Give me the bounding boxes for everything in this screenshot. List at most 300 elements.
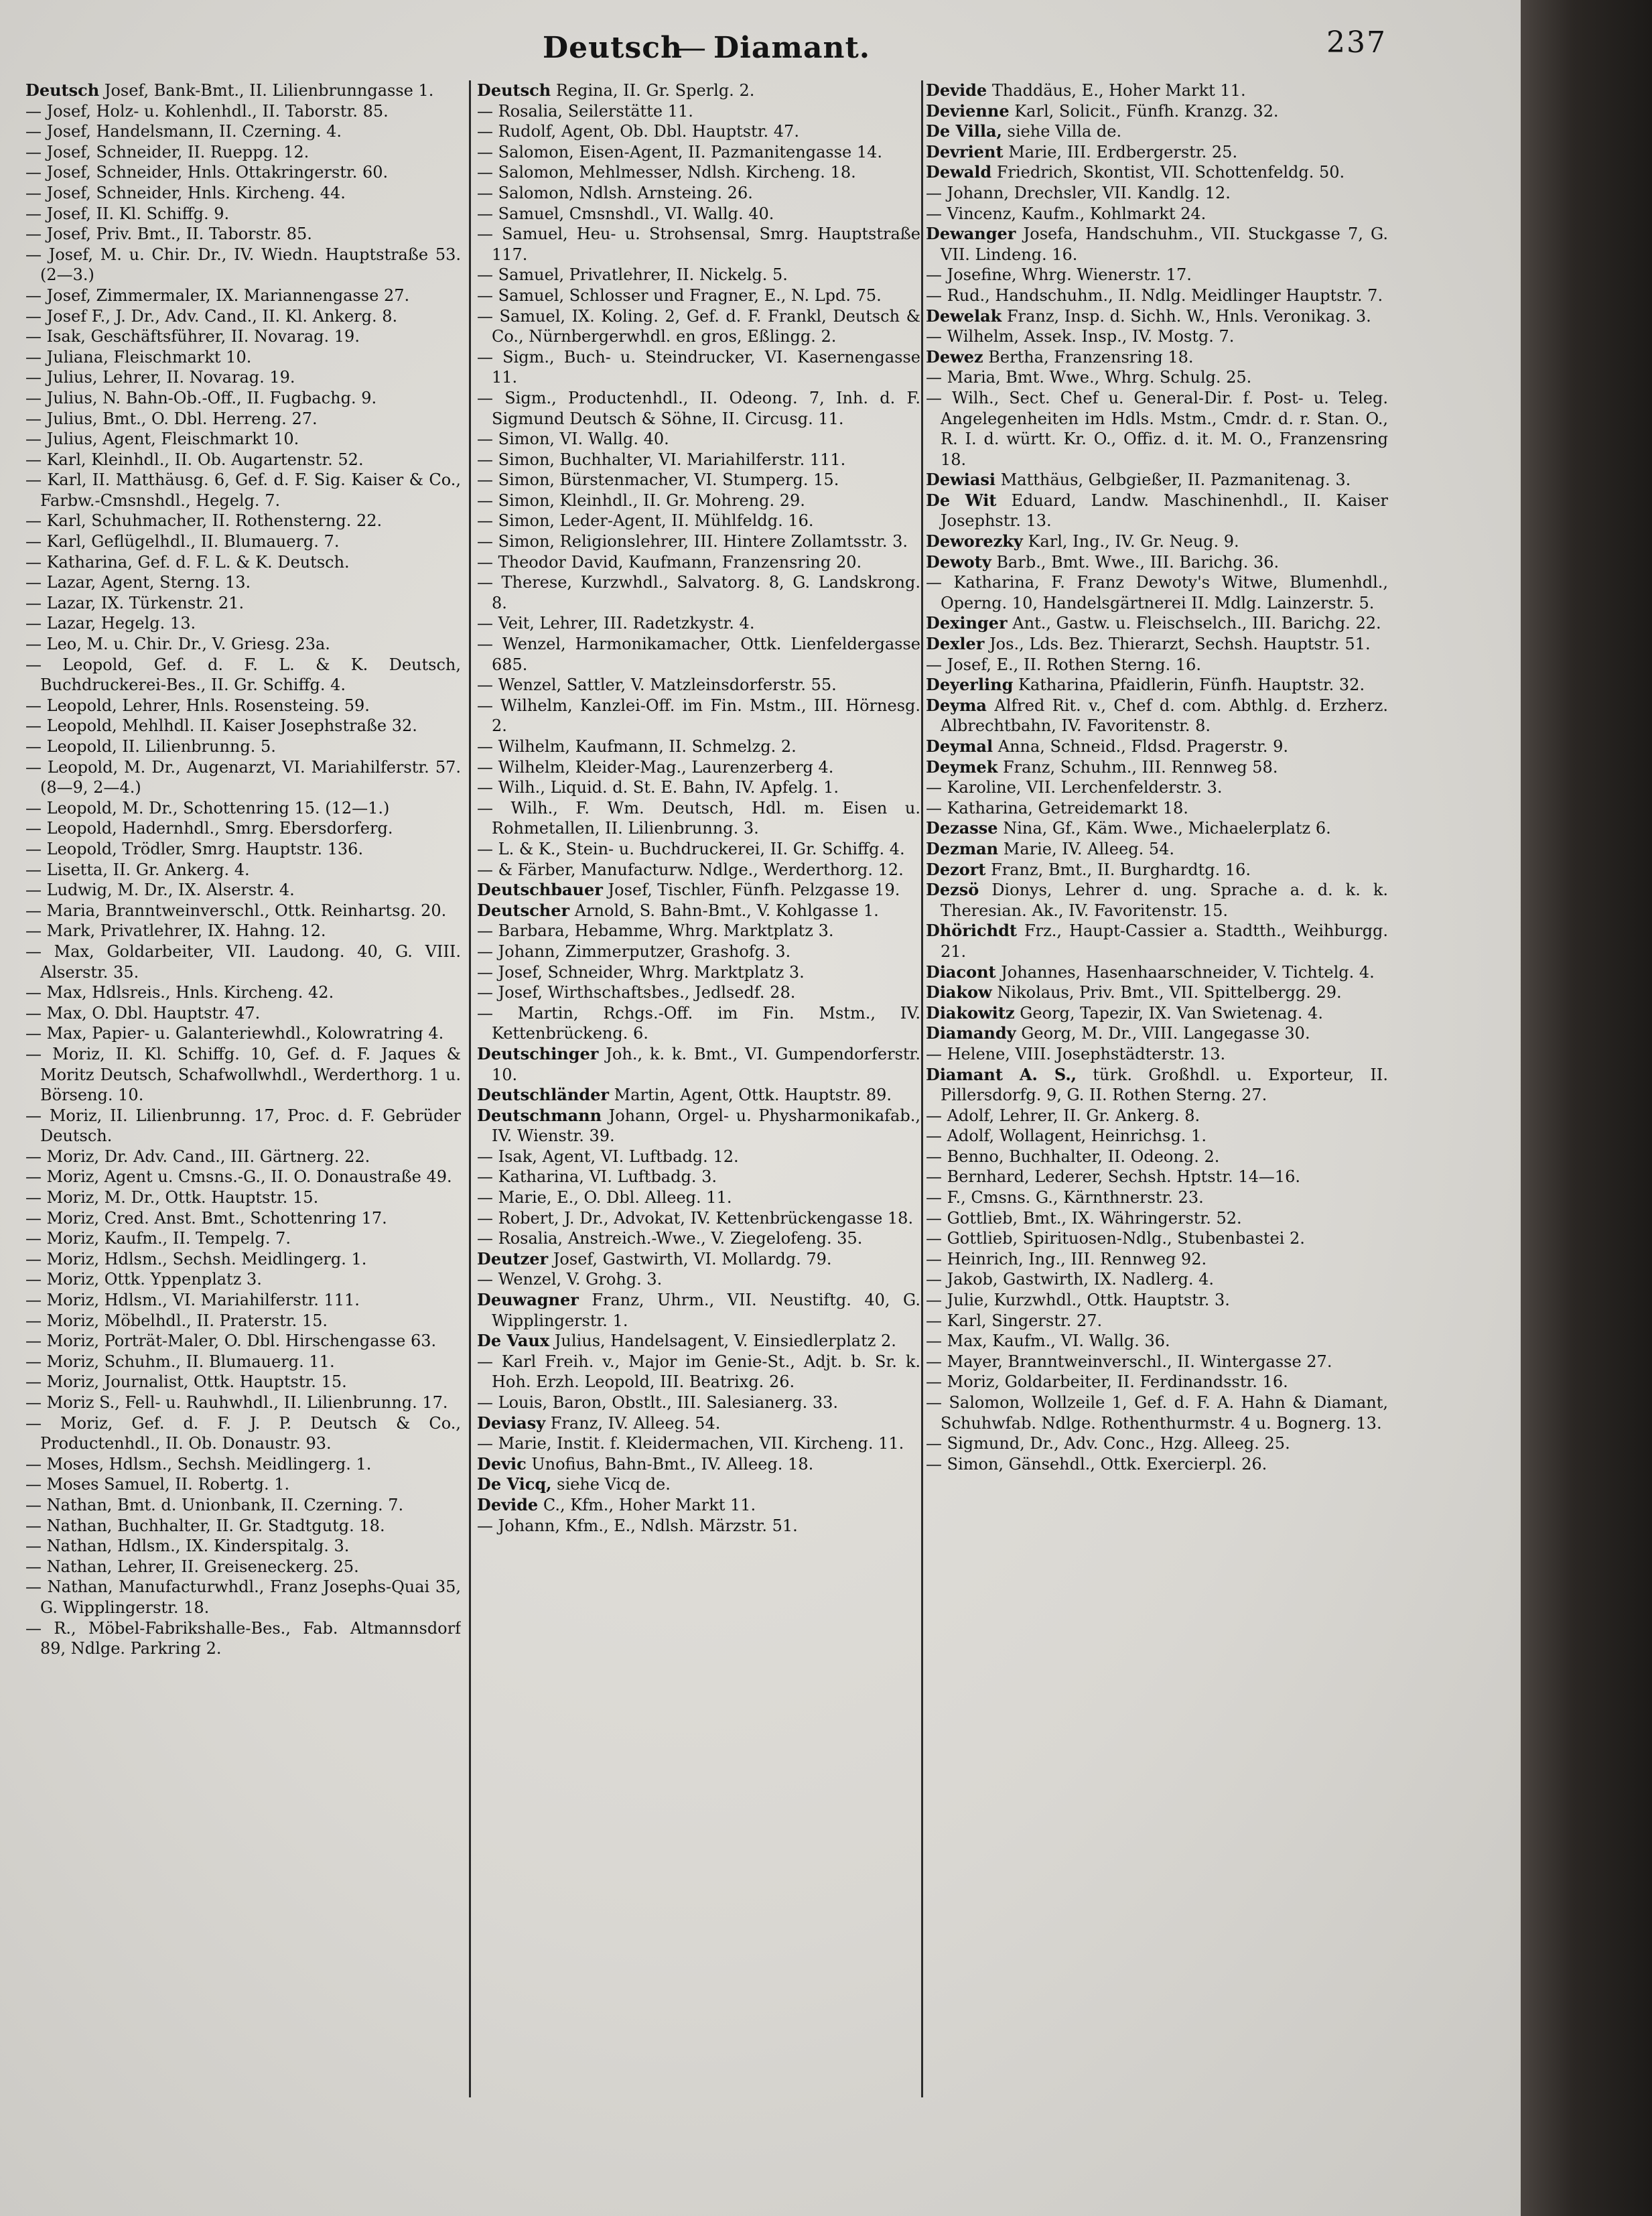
entry-details: — Leopold, Hadernhdl., Smrg. Ebersdorferg. (25, 819, 393, 838)
entry-details: — Johann, Kfm., E., Ndlsh. Märzstr. 51. (477, 1516, 798, 1535)
directory-entry (926, 818, 1388, 839)
entry-details: — Katharina, Getreidemarkt 18. (926, 798, 1188, 818)
entry-surname: Diacont (926, 962, 996, 982)
entry-details: — Gottlieb, Bmt., IX. Währingerstr. 52. (926, 1208, 1242, 1228)
column-2 (477, 80, 920, 2178)
directory-entry (25, 572, 461, 593)
entry-details: Friedrich, Skontist, VII. Schottenfeldg. 50. (996, 163, 1345, 182)
entry-details: — Josefine, Whrg. Wienerstr. 17. (926, 265, 1192, 285)
directory-entry (25, 1413, 461, 1454)
entry-details: Katharina, Pfaidlerin, Fünfh. Hauptstr. 32. (1018, 675, 1365, 695)
entry-details: — Moriz, Ottk. Yppenplatz 3. (25, 1270, 262, 1289)
entry-details: — Mark, Privatlehrer, IX. Hahng. 12. (25, 921, 326, 941)
directory-entry (477, 1187, 920, 1208)
entry-details: — Leopold, Lehrer, Hnls. Rosensteing. 59. (25, 696, 370, 715)
entry-details: — Josef, Schneider, Hnls. Ottakringerstr. 60. (25, 163, 389, 182)
directory-entry (477, 388, 920, 429)
directory-entry (926, 347, 1388, 368)
directory-entry (477, 1085, 920, 1106)
entry-details: — Helene, VIII. Josephstädterstr. 13. (926, 1044, 1226, 1063)
entry-details: Nina, Gf., Käm. Wwe., Michaelerplatz 6. (1003, 819, 1331, 838)
directory-entry (477, 1392, 920, 1413)
entry-details: — Josef, M. u. Chir. Dr., IV. Wiedn. Hauptstraße 53. (2—3.) (25, 245, 461, 285)
entry-surname: Deutschländer (477, 1085, 610, 1105)
entry-details: — Katharina, F. Franz Dewoty's Witwe, Blumenhdl., Operng. 10, Handelsgärtnerei II. Mdlg. Lainzerstr. 5. (926, 573, 1388, 612)
entry-details: — Josef, E., II. Rothen Sterng. 16. (926, 655, 1202, 674)
directory-entry (477, 1167, 920, 1187)
entry-details: Marie, III. Erdbergerstr. 25. (1008, 142, 1238, 161)
entry-details: — Josef, Holz- u. Kohlenhdl., II. Taborstr. 85. (25, 101, 389, 121)
directory-entry (25, 1249, 461, 1270)
directory-entry (25, 1106, 461, 1147)
entry-details: — Adolf, Lehrer, II. Gr. Ankerg. 8. (926, 1106, 1200, 1125)
directory-entry (926, 1433, 1388, 1454)
entry-details: — Lazar, Agent, Sterng. 13. (25, 573, 251, 592)
entry-surname: Deutschmann (477, 1105, 602, 1125)
entry-surname: Devienne (926, 101, 1010, 121)
entry-surname: Devic (477, 1453, 527, 1474)
directory-entry (25, 880, 461, 901)
directory-entry (926, 265, 1388, 285)
entry-details: — Moriz, Journalist, Ottk. Hauptstr. 15. (25, 1372, 347, 1392)
directory-entry (25, 1023, 461, 1044)
directory-entry (25, 716, 461, 736)
directory-entry (477, 1433, 920, 1454)
directory-entry (25, 409, 461, 430)
directory-entry (25, 1167, 461, 1187)
entry-details: — & Färber, Manufacturw. Ndlge., Werderthorg. 12. (477, 860, 904, 879)
directory-entry (25, 470, 461, 511)
directory-entry (926, 367, 1388, 388)
directory-entry (477, 1516, 920, 1537)
entry-details: Josefa, Handschuhm., VII. Stuckgasse 7, G. VII. Lindeng. 16. (941, 224, 1388, 264)
entry-surname: Devide (926, 80, 987, 100)
entry-details: — Katharina, Gef. d. F. L. & K. Deutsch. (25, 552, 350, 572)
directory-entry (25, 1372, 461, 1392)
entry-details: — Isak, Geschäftsführer, II. Novarag. 19. (25, 327, 360, 346)
entry-details: — Karl, Kleinhdl., II. Ob. Augartenstr. 52. (25, 450, 364, 469)
directory-entry (926, 1023, 1388, 1044)
directory-entry (477, 1413, 920, 1434)
entry-details: Unofius, Bahn-Bmt., IV. Alleeg. 18. (531, 1454, 814, 1474)
directory-entry (926, 1106, 1388, 1126)
entry-details: Josef, Tischler, Fünfh. Pelzgasse 19. (608, 881, 900, 900)
entry-details: Marie, IV. Alleeg. 54. (1003, 839, 1174, 858)
entry-details: — Moriz, Dr. Adv. Cand., III. Gärtnerg. 22. (25, 1147, 370, 1166)
directory-entry (926, 1147, 1388, 1167)
directory-entry (926, 1372, 1388, 1392)
entry-details: — Josef, Wirthschaftsbes., Jedlsedf. 28. (477, 983, 796, 1002)
entry-details: — Leopold, M. Dr., Augenarzt, VI. Mariahilferstr. 57. (8—9, 2—4.) (25, 757, 461, 797)
entry-details: — Julius, N. Bahn-Ob.-Off., II. Fugbachg. 9. (25, 388, 377, 407)
running-head-left: Deutsch (543, 31, 683, 65)
directory-entry (477, 613, 920, 634)
entry-surname: Dewald (926, 162, 992, 182)
directory-entry (926, 1187, 1388, 1208)
entry-details: Eduard, Landw. Maschinenhdl., II. Kaiser Josephstr. 13. (941, 491, 1388, 531)
entry-details: — Therese, Kurzwhdl., Salvatorg. 8, G. Landskrong. 8. (477, 573, 920, 612)
entry-surname: Devide (477, 1494, 539, 1514)
entry-details: C., Kfm., Hoher Markt 11. (543, 1495, 756, 1514)
entry-details: — Adolf, Wollagent, Heinrichsg. 1. (926, 1126, 1207, 1146)
directory-entry (477, 306, 920, 347)
entry-details: Franz, IV. Alleeg. 54. (550, 1413, 721, 1433)
directory-entry (25, 347, 461, 368)
entry-details: — Leo, M. u. Chir. Dr., V. Griesg. 23a. (25, 635, 330, 654)
directory-entry (926, 839, 1388, 860)
directory-entry (926, 470, 1388, 491)
entry-details: — Josef, Zimmermaler, IX. Mariannengasse 27. (25, 285, 410, 305)
directory-entry (477, 1454, 920, 1475)
directory-entry (25, 531, 461, 552)
entry-details: — Simon, Gänsehdl., Ottk. Exercierpl. 26. (926, 1454, 1267, 1474)
column-3 (926, 80, 1388, 2178)
directory-entry (926, 736, 1388, 757)
entry-surname: Deutschinger (477, 1043, 599, 1063)
directory-entry (926, 388, 1388, 470)
entry-details: — Barbara, Hebamme, Whrg. Marktplatz 3. (477, 921, 834, 941)
entry-details: — Wilhelm, Kaufmann, II. Schmelzg. 2. (477, 737, 797, 756)
entry-details: — Salomon, Eisen-Agent, II. Pazmanitengasse 14. (477, 142, 883, 161)
entry-details: Matthäus, Gelbgießer, II. Pazmanitenag. 3. (1000, 470, 1351, 490)
directory-entry (25, 1228, 461, 1249)
directory-entry (477, 1352, 920, 1392)
running-head-dash: — (677, 31, 706, 65)
entry-details: — Gottlieb, Spirituosen-Ndlg., Stubenbastei 2. (926, 1229, 1305, 1248)
entry-details: Karl, Solicit., Fünfh. Kranzg. 32. (1014, 101, 1279, 121)
directory-entry (477, 531, 920, 552)
directory-entry (25, 1003, 461, 1024)
entry-details: siehe Vicq de. (557, 1475, 671, 1494)
entry-details: — Louis, Baron, Obstlt., III. Salesianerg. 33. (477, 1393, 839, 1412)
entry-details: Regina, II. Gr. Sperlg. 2. (555, 81, 755, 100)
entry-surname: Dewoty (926, 551, 991, 572)
entry-details: Johannes, Hasenhaarschneider, V. Tichtelg. 4. (1001, 962, 1375, 982)
entry-details: — Samuel, Schlosser und Fragner, E., N. Lpd. 75. (477, 285, 882, 305)
directory-entry (926, 326, 1388, 347)
entry-surname: Diakow (926, 982, 992, 1002)
directory-entry (926, 1249, 1388, 1270)
directory-entry (477, 183, 920, 204)
entry-details: — Max, Papier- u. Galanteriewhdl., Kolowratring 4. (25, 1024, 444, 1043)
entry-details: Georg, Tapezir, IX. Van Swietenag. 4. (1020, 1003, 1323, 1023)
directory-entry (926, 962, 1388, 983)
directory-entry (926, 80, 1388, 101)
entry-details: — Moriz, M. Dr., Ottk. Hauptstr. 15. (25, 1188, 319, 1208)
directory-entry (477, 1249, 920, 1270)
column-rule-2 (921, 80, 923, 2097)
entry-details: — Leopold, Mehlhdl. II. Kaiser Josephstraße 32. (25, 716, 417, 736)
entry-details: — Marie, Instit. f. Kleidermachen, VII. Kircheng. 11. (477, 1434, 904, 1453)
entry-details: Bertha, Franzensring 18. (988, 347, 1194, 367)
directory-entry (477, 1495, 920, 1516)
entry-details: — Leopold, II. Lilienbrunng. 5. (25, 737, 276, 756)
entry-details: — Wilh., F. Wm. Deutsch, Hdl. m. Eisen u. Rohmetallen, II. Lilienbrunng. 3. (477, 798, 920, 838)
entry-details: — Nathan, Bmt. d. Unionbank, II. Czerning. 7. (25, 1495, 404, 1514)
directory-entry (477, 1290, 920, 1331)
entry-details: — Rud., Handschuhm., II. Ndlg. Meidlinger Hauptstr. 7. (926, 285, 1383, 305)
directory-entry (477, 429, 920, 450)
directory-entry (25, 367, 461, 388)
directory-entry (477, 634, 920, 675)
entry-details: — F., Cmsns. G., Kärnthnerstr. 23. (926, 1188, 1204, 1208)
entry-details: — Moriz, Schuhm., II. Blumauerg. 11. (25, 1352, 335, 1371)
directory-entry (926, 531, 1388, 552)
entry-surname: Dexinger (926, 613, 1008, 633)
entry-surname: Deutschbauer (477, 880, 603, 900)
directory-entry (25, 757, 461, 798)
directory-entry (926, 798, 1388, 819)
entry-details: Julius, Handelsagent, V. Einsiedlerplatz 2. (554, 1331, 896, 1351)
entry-details: — Julius, Agent, Fleischmarkt 10. (25, 430, 299, 449)
entry-details: — Sigm., Productenhdl., II. Odeong. 7, Inh. d. F. Sigmund Deutsch & Söhne, II. Circusg. 11. (477, 388, 920, 428)
directory-entry (477, 901, 920, 921)
directory-entry (926, 634, 1388, 655)
directory-entry (926, 306, 1388, 327)
directory-entry (926, 1290, 1388, 1311)
entry-details: — Moriz, Porträt-Maler, O. Dbl. Hirschengasse 63. (25, 1331, 437, 1351)
entry-details: — Moriz, Goldarbeiter, II. Ferdinandsstr. 16. (926, 1372, 1288, 1392)
entry-details: — Johann, Zimmerputzer, Grashofg. 3. (477, 941, 791, 961)
directory-entry (477, 80, 920, 101)
entry-details: — Leopold, Trödler, Smrg. Hauptstr. 136. (25, 839, 364, 858)
entry-details: Franz, Insp. d. Sichh. W., Hnls. Veronikag. 3. (1006, 306, 1371, 326)
directory-entry (25, 655, 461, 696)
entry-details: — Juliana, Fleischmarkt 10. (25, 347, 252, 367)
entry-surname: Deutsch (477, 80, 551, 100)
entry-surname: Deyma (926, 695, 987, 715)
directory-entry (477, 675, 920, 696)
directory-entry (25, 1311, 461, 1331)
directory-entry (926, 162, 1388, 183)
directory-entry (926, 921, 1388, 962)
entry-details: Jos., Lds. Bez. Thierarzt, Sechsh. Hauptstr. 51. (989, 635, 1371, 654)
entry-details: — L. & K., Stein- u. Buchdruckerei, II. Gr. Schiffg. 4. (477, 839, 905, 858)
entry-details: — Lisetta, II. Gr. Ankerg. 4. (25, 860, 250, 879)
entry-details: — Samuel, Cmsnshdl., VI. Wallg. 40. (477, 204, 774, 223)
entry-details: — Karl Freih. v., Major im Genie-St., Adjt. b. Sr. k. Hoh. Erzh. Leopold, III. Beatrixg. 26. (477, 1352, 920, 1392)
directory-entry (25, 285, 461, 306)
directory-entry (477, 265, 920, 285)
directory-entry (477, 941, 920, 962)
entry-details: — Josef, Schneider, II. Rueppg. 12. (25, 142, 309, 161)
directory-entry (926, 572, 1388, 613)
entry-surname: Deymal (926, 736, 993, 756)
entry-details: — Josef, Schneider, Hnls. Kircheng. 44. (25, 183, 346, 202)
entry-details: — Samuel, IX. Koling. 2, Gef. d. F. Frankl, Deutsch & Co., Nürnbergerwhdl. en gros, Eßlingg. 2. (477, 306, 920, 346)
directory-entry (926, 101, 1388, 122)
entry-details: — Katharina, VI. Luftbadg. 3. (477, 1167, 717, 1187)
entry-details: — Lazar, Hegelg. 13. (25, 614, 196, 633)
entry-details: — Vincenz, Kaufm., Kohlmarkt 24. (926, 204, 1207, 223)
entry-details: — Moriz, Gef. d. F. J. P. Deutsch & Co., Productenhdl., II. Ob. Donaustr. 93. (25, 1413, 461, 1453)
directory-entry (25, 245, 461, 285)
directory-entry (926, 491, 1388, 531)
directory-entry (25, 224, 461, 245)
entry-details: — Samuel, Heu- u. Strohsensal, Smrg. Hauptstraße 117. (477, 224, 920, 264)
entry-details: — Karl, II. Matthäusg. 6, Gef. d. F. Sig. Kaiser & Co., Farbw.-Cmsnshdl., Hegelg. 7. (25, 470, 461, 510)
directory-entry (926, 1311, 1388, 1331)
entry-details: — Nathan, Manufacturwhdl., Franz Josephs-Quai 35, G. Wipplingerstr. 18. (25, 1577, 461, 1617)
directory-entry (926, 1065, 1388, 1106)
entry-details: — Julie, Kurzwhdl., Ottk. Hauptstr. 3. (926, 1291, 1230, 1310)
directory-entry (477, 1147, 920, 1167)
entry-details: — Wilhelm, Kanzlei-Off. im Fin. Mstm., III. Hörnesg. 2. (477, 696, 920, 736)
directory-entry (477, 121, 920, 142)
entry-details: Frz., Haupt-Cassier a. Stadtth., Weihburgg. 21. (941, 921, 1388, 961)
directory-entry (25, 1290, 461, 1311)
directory-entry (25, 839, 461, 860)
entry-details: — Julius, Lehrer, II. Novarag. 19. (25, 368, 295, 387)
entry-details: — Moriz, Hdlsm., Sechsh. Meidlingerg. 1. (25, 1249, 367, 1268)
column-rule-1 (469, 80, 471, 2097)
entry-surname: Dewanger (926, 224, 1016, 244)
entry-details: — Bernhard, Lederer, Sechsh. Hptstr. 14—16. (926, 1167, 1301, 1187)
directory-entry (25, 1536, 461, 1557)
entry-details: — Veit, Lehrer, III. Radetzkystr. 4. (477, 614, 755, 633)
directory-entry (926, 982, 1388, 1003)
entry-details: — Max, Kaufm., VI. Wallg. 36. (926, 1331, 1170, 1351)
entry-details: — Karoline, VII. Lerchenfelderstr. 3. (926, 778, 1223, 797)
directory-entry (477, 696, 920, 736)
entry-details: — Simon, Leder-Agent, II. Mühlfeldg. 16. (477, 511, 814, 531)
directory-entry (25, 1474, 461, 1495)
directory-entry (477, 860, 920, 881)
directory-entry (25, 921, 461, 941)
directory-entry (477, 798, 920, 839)
entry-details: Franz, Schuhm., III. Rennweg 58. (1002, 757, 1278, 777)
entry-details: — Salomon, Wollzeile 1, Gef. d. F. A. Hahn & Diamant, Schuhwfab. Ndlge. Rothenthurmstr. 4 u. Bognerg. 13. (926, 1393, 1388, 1433)
directory-entry (477, 572, 920, 613)
directory-entry (477, 1269, 920, 1290)
entry-details: — Wilhelm, Kleider-Mag., Laurenzerberg 4. (477, 757, 834, 777)
entry-details: — Simon, Buchhalter, VI. Mariahilferstr. 111. (477, 450, 846, 469)
entry-details: — Moriz, Kaufm., II. Tempelg. 7. (25, 1229, 291, 1248)
directory-entry (25, 1147, 461, 1167)
page-number: 237 (1326, 25, 1387, 60)
directory-entry (926, 183, 1388, 204)
entry-details: Ant., Gastw. u. Fleischselch., III. Barichg. 22. (1012, 614, 1381, 633)
directory-entry (25, 142, 461, 163)
directory-entry (926, 860, 1388, 881)
running-head (0, 25, 1521, 72)
entry-surname: Deutzer (477, 1248, 549, 1268)
directory-entry (25, 1618, 461, 1659)
entry-surname: Devrient (926, 141, 1004, 161)
directory-entry (25, 860, 461, 881)
directory-entry (477, 142, 920, 163)
entry-details: — Julius, Bmt., O. Dbl. Herreng. 27. (25, 409, 318, 428)
directory-entry (25, 121, 461, 142)
entry-surname: Deutscher (477, 900, 570, 920)
directory-entry (926, 1126, 1388, 1147)
directory-entry (25, 798, 461, 819)
entry-details: — Isak, Agent, VI. Luftbadg. 12. (477, 1147, 739, 1166)
entry-surname: Dezasse (926, 818, 998, 838)
directory-entry (477, 880, 920, 901)
directory-entry (926, 1208, 1388, 1229)
directory-entry (926, 655, 1388, 675)
directory-entry (25, 593, 461, 614)
entry-surname: De Villa, (926, 121, 1002, 141)
directory-entry (926, 121, 1388, 142)
directory-entry (25, 450, 461, 470)
directory-entry (477, 511, 920, 531)
directory-entry (926, 613, 1388, 634)
entry-details: — Martin, Rchgs.-Off. im Fin. Mstm., IV. Kettenbrückeng. 6. (477, 1003, 920, 1043)
directory-entry (477, 1208, 920, 1229)
entry-details: — Heinrich, Ing., III. Rennweg 92. (926, 1249, 1207, 1268)
entry-surname: Deymek (926, 757, 998, 777)
column-1 (25, 80, 461, 2178)
directory-entry (25, 1557, 461, 1577)
directory-entry (926, 757, 1388, 778)
directory-entry (477, 921, 920, 941)
entry-surname: Diakowitz (926, 1002, 1015, 1023)
entry-surname: Dezsö (926, 880, 979, 900)
directory-entry (477, 736, 920, 757)
directory-entry (25, 818, 461, 839)
directory-entry (25, 388, 461, 409)
entry-details: Alfred Rit. v., Chef d. com. Abthlg. d. Erzherz. Albrechtbahn, IV. Favoritenstr. 8. (941, 696, 1388, 736)
entry-details: Karl, Ing., IV. Gr. Neug. 9. (1028, 532, 1239, 551)
entry-details: — Josef, Schneider, Whrg. Marktplatz 3. (477, 962, 805, 982)
directory-entry (25, 183, 461, 204)
directory-entry (477, 552, 920, 573)
entry-details: — Rosalia, Anstreich.-Wwe., V. Ziegelofeng. 35. (477, 1229, 863, 1248)
directory-entry (477, 204, 920, 224)
entry-details: — Max, Goldarbeiter, VII. Laudong. 40, G. VIII. Alserstr. 35. (25, 941, 461, 982)
entry-details: — Moriz, Hdlsm., VI. Mariahilferstr. 111. (25, 1291, 360, 1310)
directory-entry (25, 552, 461, 573)
directory-entry (926, 552, 1388, 573)
entry-details: — Theodor David, Kaufmann, Franzensring 20. (477, 552, 862, 572)
directory-entry (926, 204, 1388, 224)
directory-entry (25, 326, 461, 347)
entry-details: — Karl, Geflügelhdl., II. Blumauerg. 7. (25, 532, 340, 551)
entry-surname: Diamandy (926, 1023, 1016, 1043)
entry-details: — Wenzel, V. Grohg. 3. (477, 1270, 663, 1289)
entry-details: — Moriz, II. Kl. Schiffg. 10, Gef. d. F. Jaques & Moritz Deutsch, Schafwollwhdl., Werderthorg. 1 u. Börseng. 10. (25, 1044, 461, 1105)
entry-surname: Deutsch (25, 80, 100, 100)
entry-details: — Benno, Buchhalter, II. Odeong. 2. (926, 1147, 1220, 1166)
entry-details: — Salomon, Ndlsh. Arnsteing. 26. (477, 183, 753, 202)
directory-entry (477, 101, 920, 122)
entry-details: Josef, Gastwirth, VI. Mollardg. 79. (553, 1249, 832, 1268)
directory-entry (25, 1044, 461, 1106)
entry-details: Dionys, Lehrer d. ung. Sprache a. d. k. k. Theresian. Ak., IV. Favoritenstr. 15. (941, 881, 1388, 920)
book-binding-edge (1521, 0, 1652, 2216)
entry-details: — Josef, Handelsmann, II. Czerning. 4. (25, 122, 342, 141)
directory-entry (25, 511, 461, 531)
directory-entry (25, 1516, 461, 1537)
directory-entry (926, 1352, 1388, 1372)
directory-entry (25, 613, 461, 634)
directory-entry (926, 285, 1388, 306)
directory-entry (25, 80, 461, 101)
directory-entry (25, 1208, 461, 1229)
entry-surname: Dexler (926, 634, 985, 654)
directory-entry (926, 224, 1388, 265)
entry-details: — Max, Hdlsreis., Hnls. Kircheng. 42. (25, 983, 334, 1002)
entry-details: — Maria, Bmt. Wwe., Whrg. Schulg. 25. (926, 368, 1252, 387)
directory-entry (25, 429, 461, 450)
directory-entry (25, 306, 461, 327)
entry-details: — Maria, Branntweinverschl., Ottk. Reinhartsg. 20. (25, 901, 447, 920)
directory-entry (477, 347, 920, 388)
entry-details: — Karl, Schuhmacher, II. Rothensterng. 22. (25, 511, 383, 531)
directory-entry (477, 777, 920, 798)
